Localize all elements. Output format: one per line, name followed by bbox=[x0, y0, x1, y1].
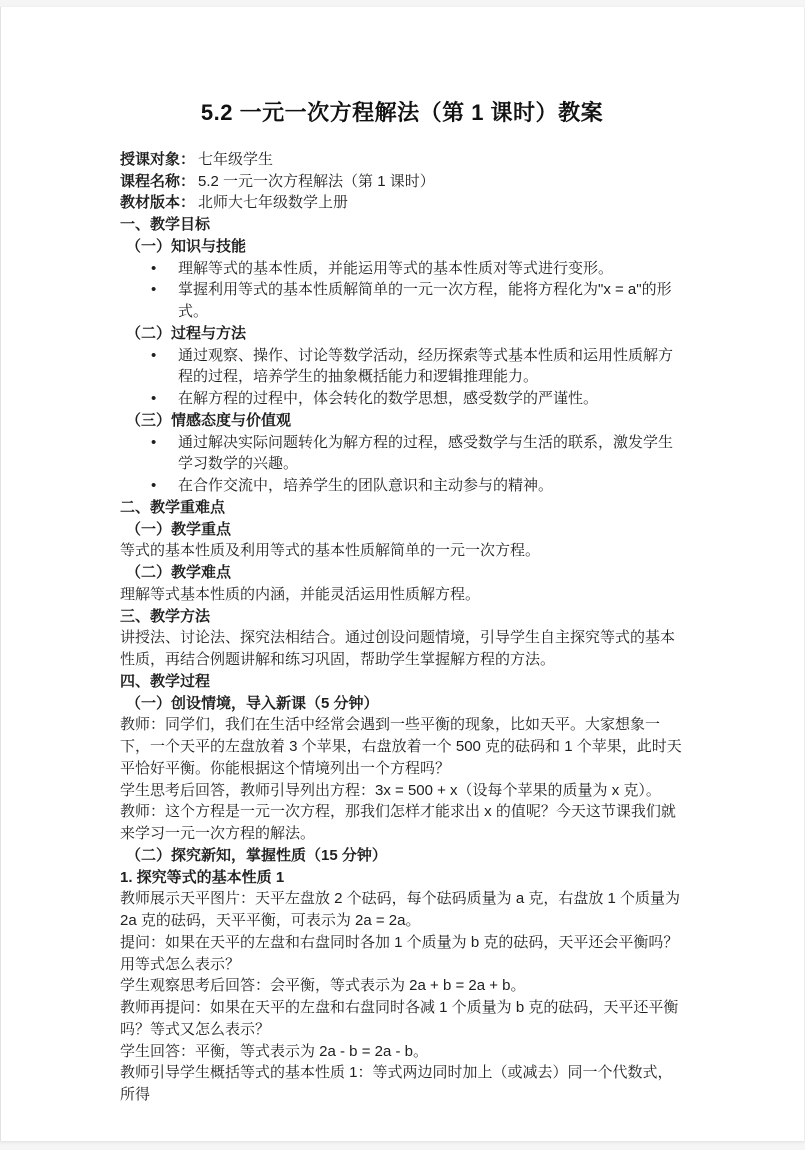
paragraph: 教师：这个方程是一元一次方程，那我们怎样才能求出 x 的值呢？今天这节课我们就来学习一元一次方程的解法。 bbox=[120, 803, 676, 843]
meta-line-textbook bbox=[120, 192, 684, 214]
paragraph: 学生观察思考后回答：会平衡，等式表示为 2a + b = 2a + b。 bbox=[120, 977, 526, 995]
sub-heading: （三）情感态度与价值观 bbox=[126, 411, 292, 429]
sub-heading: （二）教学难点 bbox=[126, 564, 232, 582]
paragraph: 学生回答：平衡，等式表示为 2a - b = 2a - b。 bbox=[120, 1042, 428, 1060]
bullet-item: • 通过解决实际问题转化为解方程的过程，感受数学与生活的联系，激发学生学习数学的兴趣。 bbox=[120, 432, 684, 476]
document-content bbox=[1, 7, 804, 1106]
bullet-item: • 在解方程的过程中，体会转化的数学思想，感受数学的严谨性。 bbox=[120, 388, 684, 410]
paragraph-clipped: 教师引导学生概括等式的基本性质 1：等式两边同时加上（或减去）同一个代数式，所得 bbox=[120, 1064, 673, 1104]
section-heading: 一、教学目标 bbox=[120, 216, 211, 234]
numbered-heading: 1. 探究等式的基本性质 1 bbox=[120, 868, 285, 886]
meta-value: 七年级学生 bbox=[198, 150, 274, 168]
paragraph: 提问：如果在天平的左盘和右盘同时各加 1 个质量为 b 克的砝码，天平还会平衡吗？用等式怎么表示？ bbox=[120, 933, 679, 973]
sub-heading: （一）教学重点 bbox=[126, 520, 232, 538]
meta-line-audience bbox=[120, 149, 684, 171]
paragraph: 理解等式基本性质的内涵，并能灵活运用性质解方程。 bbox=[120, 585, 481, 603]
paragraph: 教师：同学们，我们在生活中经常会遇到一些平衡的现象，比如天平。大家想象一下，一个天平的左盘放着 3 个苹果，右盘放着一个 500 克的砝码和 1 个苹果，此时天平恰好平衡。你能根据这个情境列出一个方程吗？ bbox=[120, 716, 682, 777]
paragraph: 讲授法、讨论法、探究法相结合。通过创设问题情境，引导学生自主探究等式的基本性质，再结合例题讲解和练习巩固，帮助学生掌握解方程的方法。 bbox=[120, 629, 676, 669]
meta-label: 授课对象： bbox=[120, 150, 196, 168]
document-page bbox=[0, 7, 804, 1141]
page-title: 5.2 一元一次方程解法（第 1 课时）教案 bbox=[200, 100, 604, 125]
paragraph: 学生思考后回答，教师引导列出方程：3x = 500 + x（设每个苹果的质量为 x 克）。 bbox=[120, 781, 661, 799]
bullet-item: • 通过观察、操作、讨论等数学活动，经历探索等式基本性质和运用性质解方程的过程，培养学生的抽象概括能力和逻辑推理能力。 bbox=[120, 345, 684, 389]
section-heading: 三、教学方法 bbox=[120, 607, 211, 625]
section-heading: 二、教学重难点 bbox=[120, 498, 226, 516]
paragraph: 教师展示天平图片：天平左盘放 2 个砝码，每个砝码质量为 a 克，右盘放 1 个质量为 2a 克的砝码，天平平衡，可表示为 2a = 2a。 bbox=[120, 890, 681, 930]
meta-value: 北师大七年级数学上册 bbox=[198, 194, 349, 212]
sub-heading: （一）知识与技能 bbox=[126, 237, 247, 255]
meta-line-course bbox=[120, 171, 684, 193]
paragraph: 教师再提问：如果在天平的左盘和右盘同时各减 1 个质量为 b 克的砝码，天平还平衡吗？等式又怎么表示？ bbox=[120, 999, 679, 1038]
bullet-item: • 理解等式的基本性质，并能运用等式的基本性质对等式进行变形。 bbox=[120, 258, 684, 280]
meta-value: 5.2 一元一次方程解法（第 1 课时） bbox=[198, 172, 435, 190]
meta-label: 教材版本： bbox=[120, 194, 196, 212]
sub-heading: （一）创设情境，导入新课（5 分钟） bbox=[126, 694, 379, 712]
section-heading: 四、教学过程 bbox=[120, 672, 211, 690]
sub-heading: （二）探究新知，掌握性质（15 分钟） bbox=[126, 846, 387, 864]
bullet-item: • 掌握利用等式的基本性质解简单的一元一次方程，能将方程化为"x = a"的形式。 bbox=[120, 279, 684, 323]
meta-label: 课程名称： bbox=[120, 172, 196, 190]
sub-heading: （二）过程与方法 bbox=[126, 324, 247, 342]
paragraph: 等式的基本性质及利用等式的基本性质解简单的一元一次方程。 bbox=[120, 542, 541, 560]
bullet-item: • 在合作交流中，培养学生的团队意识和主动参与的精神。 bbox=[120, 475, 684, 497]
